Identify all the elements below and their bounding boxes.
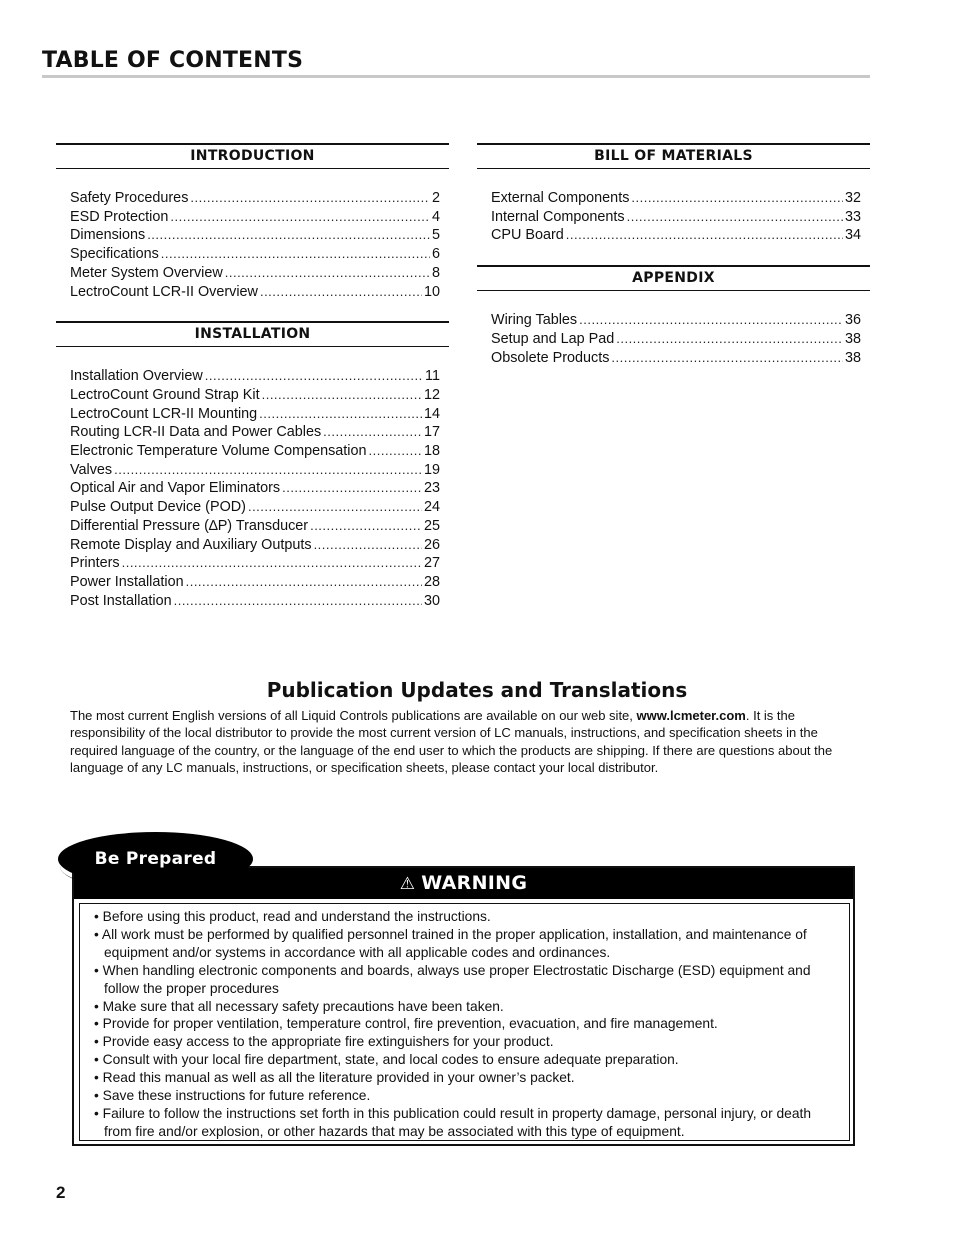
warning-list: [80, 904, 849, 1141]
publication-text-start: The most current English versions of all Liquid Controls publications are available on our web site,: [70, 708, 637, 723]
toc-entry[interactable]: [70, 264, 440, 283]
dot-leader: [248, 498, 422, 517]
page-title: TABLE OF CONTENTS: [42, 48, 870, 78]
toc-entry-label: LectroCount LCR-II Mounting: [70, 405, 258, 422]
dot-leader: [205, 367, 423, 386]
toc-entry-page: 30: [423, 592, 440, 609]
toc-entry[interactable]: [70, 554, 440, 573]
toc-entry-page: 34: [844, 227, 861, 244]
toc-entry-page: 10: [423, 283, 440, 300]
warning-heading: WARNING: [421, 872, 528, 894]
toc-entry-label: LectroCount Ground Strap Kit: [70, 386, 260, 403]
toc-entry-page: 28: [423, 573, 440, 590]
toc-entry[interactable]: [491, 330, 861, 349]
toc-entry-page: 36: [844, 312, 861, 329]
toc-entry-label: Power Installation: [70, 573, 184, 590]
toc-entry[interactable]: [70, 479, 440, 498]
toc-entry[interactable]: [70, 461, 440, 480]
toc-entry[interactable]: [491, 208, 861, 227]
dot-leader: [566, 226, 843, 245]
toc-entry-label: Post Installation: [70, 592, 172, 609]
toc-entry-page: 25: [423, 517, 440, 534]
toc-entry-label: LectroCount LCR-II Overview: [70, 283, 258, 300]
dot-leader: [369, 442, 422, 461]
dot-leader: [190, 189, 430, 208]
toc-entry-label: Routing LCR-II Data and Power Cables: [70, 424, 322, 441]
dot-leader: [627, 208, 843, 227]
toc-list-introduction: [56, 169, 449, 321]
publication-text-end: . It is the responsibility of the local distributor to provide the most current version of LC manuals, instructions, and specification sheets in the required language of the country, or the language of the end user to which the products are shipping. If there are questions about the language of any LC manuals, instructions, or specification sheets, please contact your local distributor.: [70, 708, 833, 775]
publication-updates-heading: Publication Updates and Translations: [266, 678, 688, 702]
page-number: 2: [56, 1183, 66, 1202]
toc-entry-page: 8: [431, 264, 440, 281]
dot-leader: [631, 189, 843, 208]
warning-item: • Read this manual as well as all the literature provided in your owner’s packet.: [94, 1070, 575, 1086]
toc-entry-label: Optical Air and Vapor Eliminators: [70, 480, 281, 497]
toc-entry[interactable]: [491, 226, 861, 245]
warning-item: • Before using this product, read and understand the instructions.: [94, 909, 491, 924]
dot-leader: [616, 330, 843, 349]
toc-entry-page: 27: [423, 555, 440, 572]
toc-entry-page: 11: [425, 368, 440, 385]
toc-entry-label: Remote Display and Auxiliary Outputs: [70, 536, 312, 553]
dot-leader: [122, 554, 422, 573]
warning-item: • All work must be performed by qualified personnel trained in the proper application, installation, and maintenance of equipment and/or systems in accordance with all applicable codes and ordinances.: [94, 926, 807, 960]
toc-entry-label: Valves: [70, 461, 113, 478]
toc-entry-page: 24: [423, 499, 440, 516]
toc-list-appendix: [477, 291, 870, 367]
toc-entry-label: ESD Protection: [70, 208, 169, 225]
toc-entry-label: Setup and Lap Pad: [491, 330, 615, 347]
dot-leader: [170, 208, 430, 227]
dot-leader: [114, 461, 422, 480]
toc-entry[interactable]: [70, 573, 440, 592]
dot-leader: [174, 592, 422, 611]
toc-left-column: [56, 143, 449, 610]
publication-updates-text: [70, 707, 858, 776]
toc-entry-label: Differential Pressure (∆P) Transducer: [70, 517, 309, 534]
warning-item: • When handling electronic components and boards, always use proper Electrostatic Discharge (ESD) equipment and follow the proper procedures: [94, 962, 811, 996]
toc-entry[interactable]: [491, 189, 861, 208]
dot-leader: [186, 573, 422, 592]
toc-entry-label: Obsolete Products: [491, 349, 610, 366]
toc-entry-page: 32: [844, 190, 861, 206]
toc-entry[interactable]: [70, 226, 440, 245]
toc-entry-label: Internal Components: [491, 208, 625, 225]
dot-leader: [323, 423, 422, 442]
toc-entry-page: 4: [431, 208, 440, 225]
dot-leader: [161, 245, 430, 264]
dot-leader: [579, 311, 843, 330]
toc-list-bill-of-materials: [477, 169, 870, 265]
toc-entry[interactable]: [70, 208, 440, 227]
warning-item: • Provide easy access to the appropriate fire extinguishers for your product.: [94, 1034, 554, 1050]
toc-entry-page: 18: [423, 443, 440, 460]
toc-entry-page: 26: [423, 536, 440, 553]
toc-entry-page: 6: [431, 246, 440, 263]
toc-entry[interactable]: [70, 189, 440, 208]
dot-leader: [225, 264, 430, 283]
toc-entry-page: 14: [423, 405, 440, 422]
toc-entry-page: 38: [844, 349, 861, 366]
section-heading-bill-of-materials: BILL OF MATERIALS: [477, 143, 870, 169]
dot-leader: [262, 386, 422, 405]
toc-entry-page: 38: [844, 330, 861, 347]
dot-leader: [310, 517, 422, 536]
toc-entry-page: 2: [431, 190, 440, 206]
dot-leader: [314, 536, 422, 555]
toc-entry-label: Electronic Temperature Volume Compensation: [70, 443, 367, 460]
section-heading-introduction: INTRODUCTION: [56, 143, 449, 169]
warning-box: [72, 866, 855, 1146]
dot-leader: [260, 283, 422, 302]
be-prepared-badge: Be Prepared: [58, 832, 253, 886]
toc-list-installation: [56, 347, 449, 610]
website-link[interactable]: www.lcmeter.com: [636, 708, 746, 723]
toc-entry-label: Printers: [70, 555, 120, 572]
toc-entry[interactable]: [70, 386, 440, 405]
toc-entry-page: 19: [423, 461, 440, 478]
toc-entry-label: Wiring Tables: [491, 312, 578, 329]
toc-entry-label: External Components: [491, 190, 630, 206]
dot-leader: [611, 349, 843, 368]
toc-entry[interactable]: [70, 498, 440, 517]
warning-item: • Provide for proper ventilation, temperature control, fire prevention, evacuation, and fire management.: [94, 1016, 718, 1032]
toc-entry[interactable]: [70, 245, 440, 264]
toc-entry[interactable]: [70, 517, 440, 536]
warning-item: • Failure to follow the instructions set forth in this publication could result in property damage, personal injury, or death from fire and/or explosion, or other hazards that may be associated with this type of equipment.: [94, 1105, 812, 1139]
dot-leader: [147, 226, 430, 245]
dot-leader: [282, 479, 422, 498]
toc-entry[interactable]: [70, 367, 440, 386]
toc-entry[interactable]: [491, 311, 861, 330]
toc-entry-label: Safety Procedures: [70, 190, 189, 206]
toc-entry-page: 17: [423, 424, 440, 441]
toc-entry[interactable]: [70, 405, 440, 424]
toc-entry-page: 5: [431, 227, 440, 244]
toc-entry-label: Meter System Overview: [70, 264, 223, 281]
toc-entry-page: 23: [423, 480, 440, 497]
section-heading-installation: INSTALLATION: [56, 321, 449, 347]
section-heading-appendix: APPENDIX: [477, 265, 870, 291]
warning-item: • Consult with your local fire department, state, and local codes to ensure adequate preparation.: [94, 1052, 679, 1068]
toc-entry[interactable]: [491, 349, 861, 368]
toc-entry-label: Specifications: [70, 246, 159, 263]
toc-entry-label: Installation Overview: [70, 368, 203, 385]
toc-entry[interactable]: [70, 283, 440, 302]
toc-right-column: [477, 143, 870, 367]
toc-entry-page: 33: [844, 208, 861, 225]
toc-entry-label: CPU Board: [491, 227, 564, 244]
dot-leader: [259, 405, 422, 424]
toc-entry[interactable]: [70, 592, 440, 611]
toc-entry-page: 12: [423, 386, 440, 403]
toc-entry[interactable]: [70, 423, 440, 442]
warning-item: • Save these instructions for future reference.: [94, 1088, 371, 1104]
toc-entry[interactable]: [70, 536, 440, 555]
warning-item: • Make sure that all necessary safety precautions have been taken.: [94, 998, 504, 1014]
toc-entry-label: Pulse Output Device (POD): [70, 499, 246, 516]
warning-content: [79, 903, 850, 1141]
toc-entry[interactable]: [70, 442, 440, 461]
warning-triangle-icon: ⚠: [399, 874, 416, 894]
toc-entry-label: Dimensions: [70, 227, 146, 244]
